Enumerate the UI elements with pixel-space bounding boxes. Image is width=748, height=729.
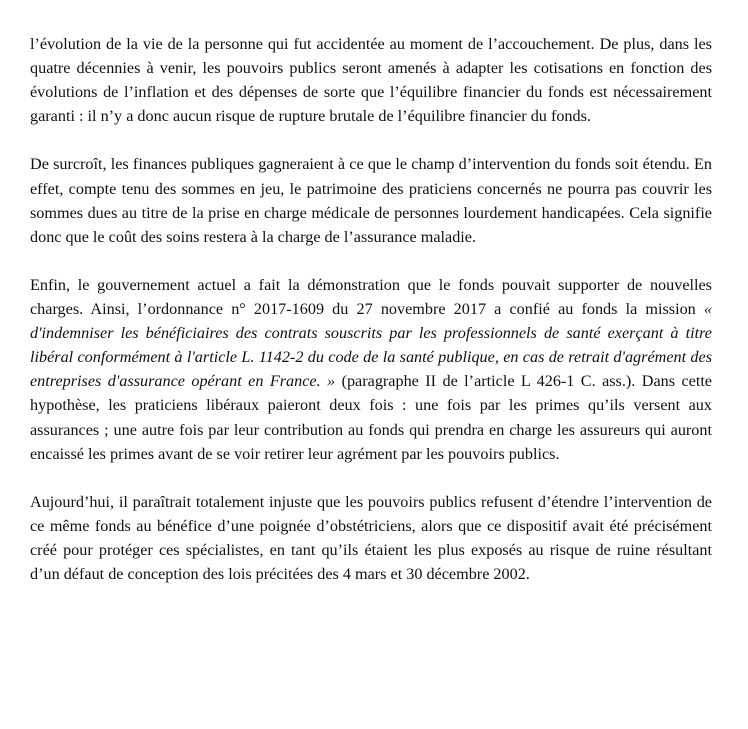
paragraph-text: l’évolution de la vie de la personne qui fut accidentée au moment de l’accouchement. De plus, dans les quatre décennies à venir, les pouvoirs publics seront amenés à adapter les cotisations en fonction des évolutions de l’inflation et des dépenses de sorte que l’équilibre financier du fonds est nécessairement garanti : il n’y a donc aucun risque de rupture brutale de l’équilibre financier du fonds. (30, 35, 712, 126)
ordinance-quote: « d'indemniser les bénéficiaires des contrats souscrits par les professionnels de santé exerçant à titre libéral conformément à l'article L. 1142-2 du code de la santé publique, en cas de retrait d'agrément des entreprises d'assurance opérant en France. » (30, 300, 712, 391)
paragraph-text-after-quote: (paragraphe II de l’article L 426-1 C. ass.). Dans cette hypothèse, les praticiens libéraux paieront deux fois : une fois par les primes qu’ils versent aux assurances ; une autre fois par leur contribution au fonds qui prendra en charge les assureurs qui auront encaissé les primes avant de se voir retirer leur agrément par les pouvoirs publics. (30, 372, 712, 463)
paragraph-text-before-quote: Enfin, le gouvernement actuel a fait la démonstration que le fonds pouvait supporter de nouvelles charges. Ainsi, l’ordonnance n° 2017-1609 du 27 novembre 2017 a confié au fonds la mission (30, 275, 712, 319)
paragraph-ordinance (30, 273, 712, 466)
paragraph-conclusion (30, 490, 712, 586)
paragraph-public-finances (30, 152, 712, 248)
document-page (30, 32, 712, 586)
paragraph-text: De surcroît, les finances publiques gagneraient à ce que le champ d’intervention du fonds soit étendu. En effet, compte tenu des sommes en jeu, le patrimoine des praticiens concernés ne pourra pas couvrir les sommes dues au titre de la prise en charge médicale de personnes lourdement handicapées. Cela signifie donc que le coût des soins restera à la charge de l’assurance maladie. (30, 155, 712, 246)
paragraph-fund-evolution (30, 32, 712, 128)
paragraph-text: Aujourd’hui, il paraîtrait totalement injuste que les pouvoirs publics refusent d’étendre l’intervention de ce même fonds au bénéfice d’une poignée d’obstétriciens, alors que ce dispositif avait été précisément créé pour protéger ces spécialistes, en tant qu’ils étaient les plus exposés au risque de ruine résultant d’un défaut de conception des lois précitées des 4 mars et 30 décembre 2002. (30, 492, 712, 584)
